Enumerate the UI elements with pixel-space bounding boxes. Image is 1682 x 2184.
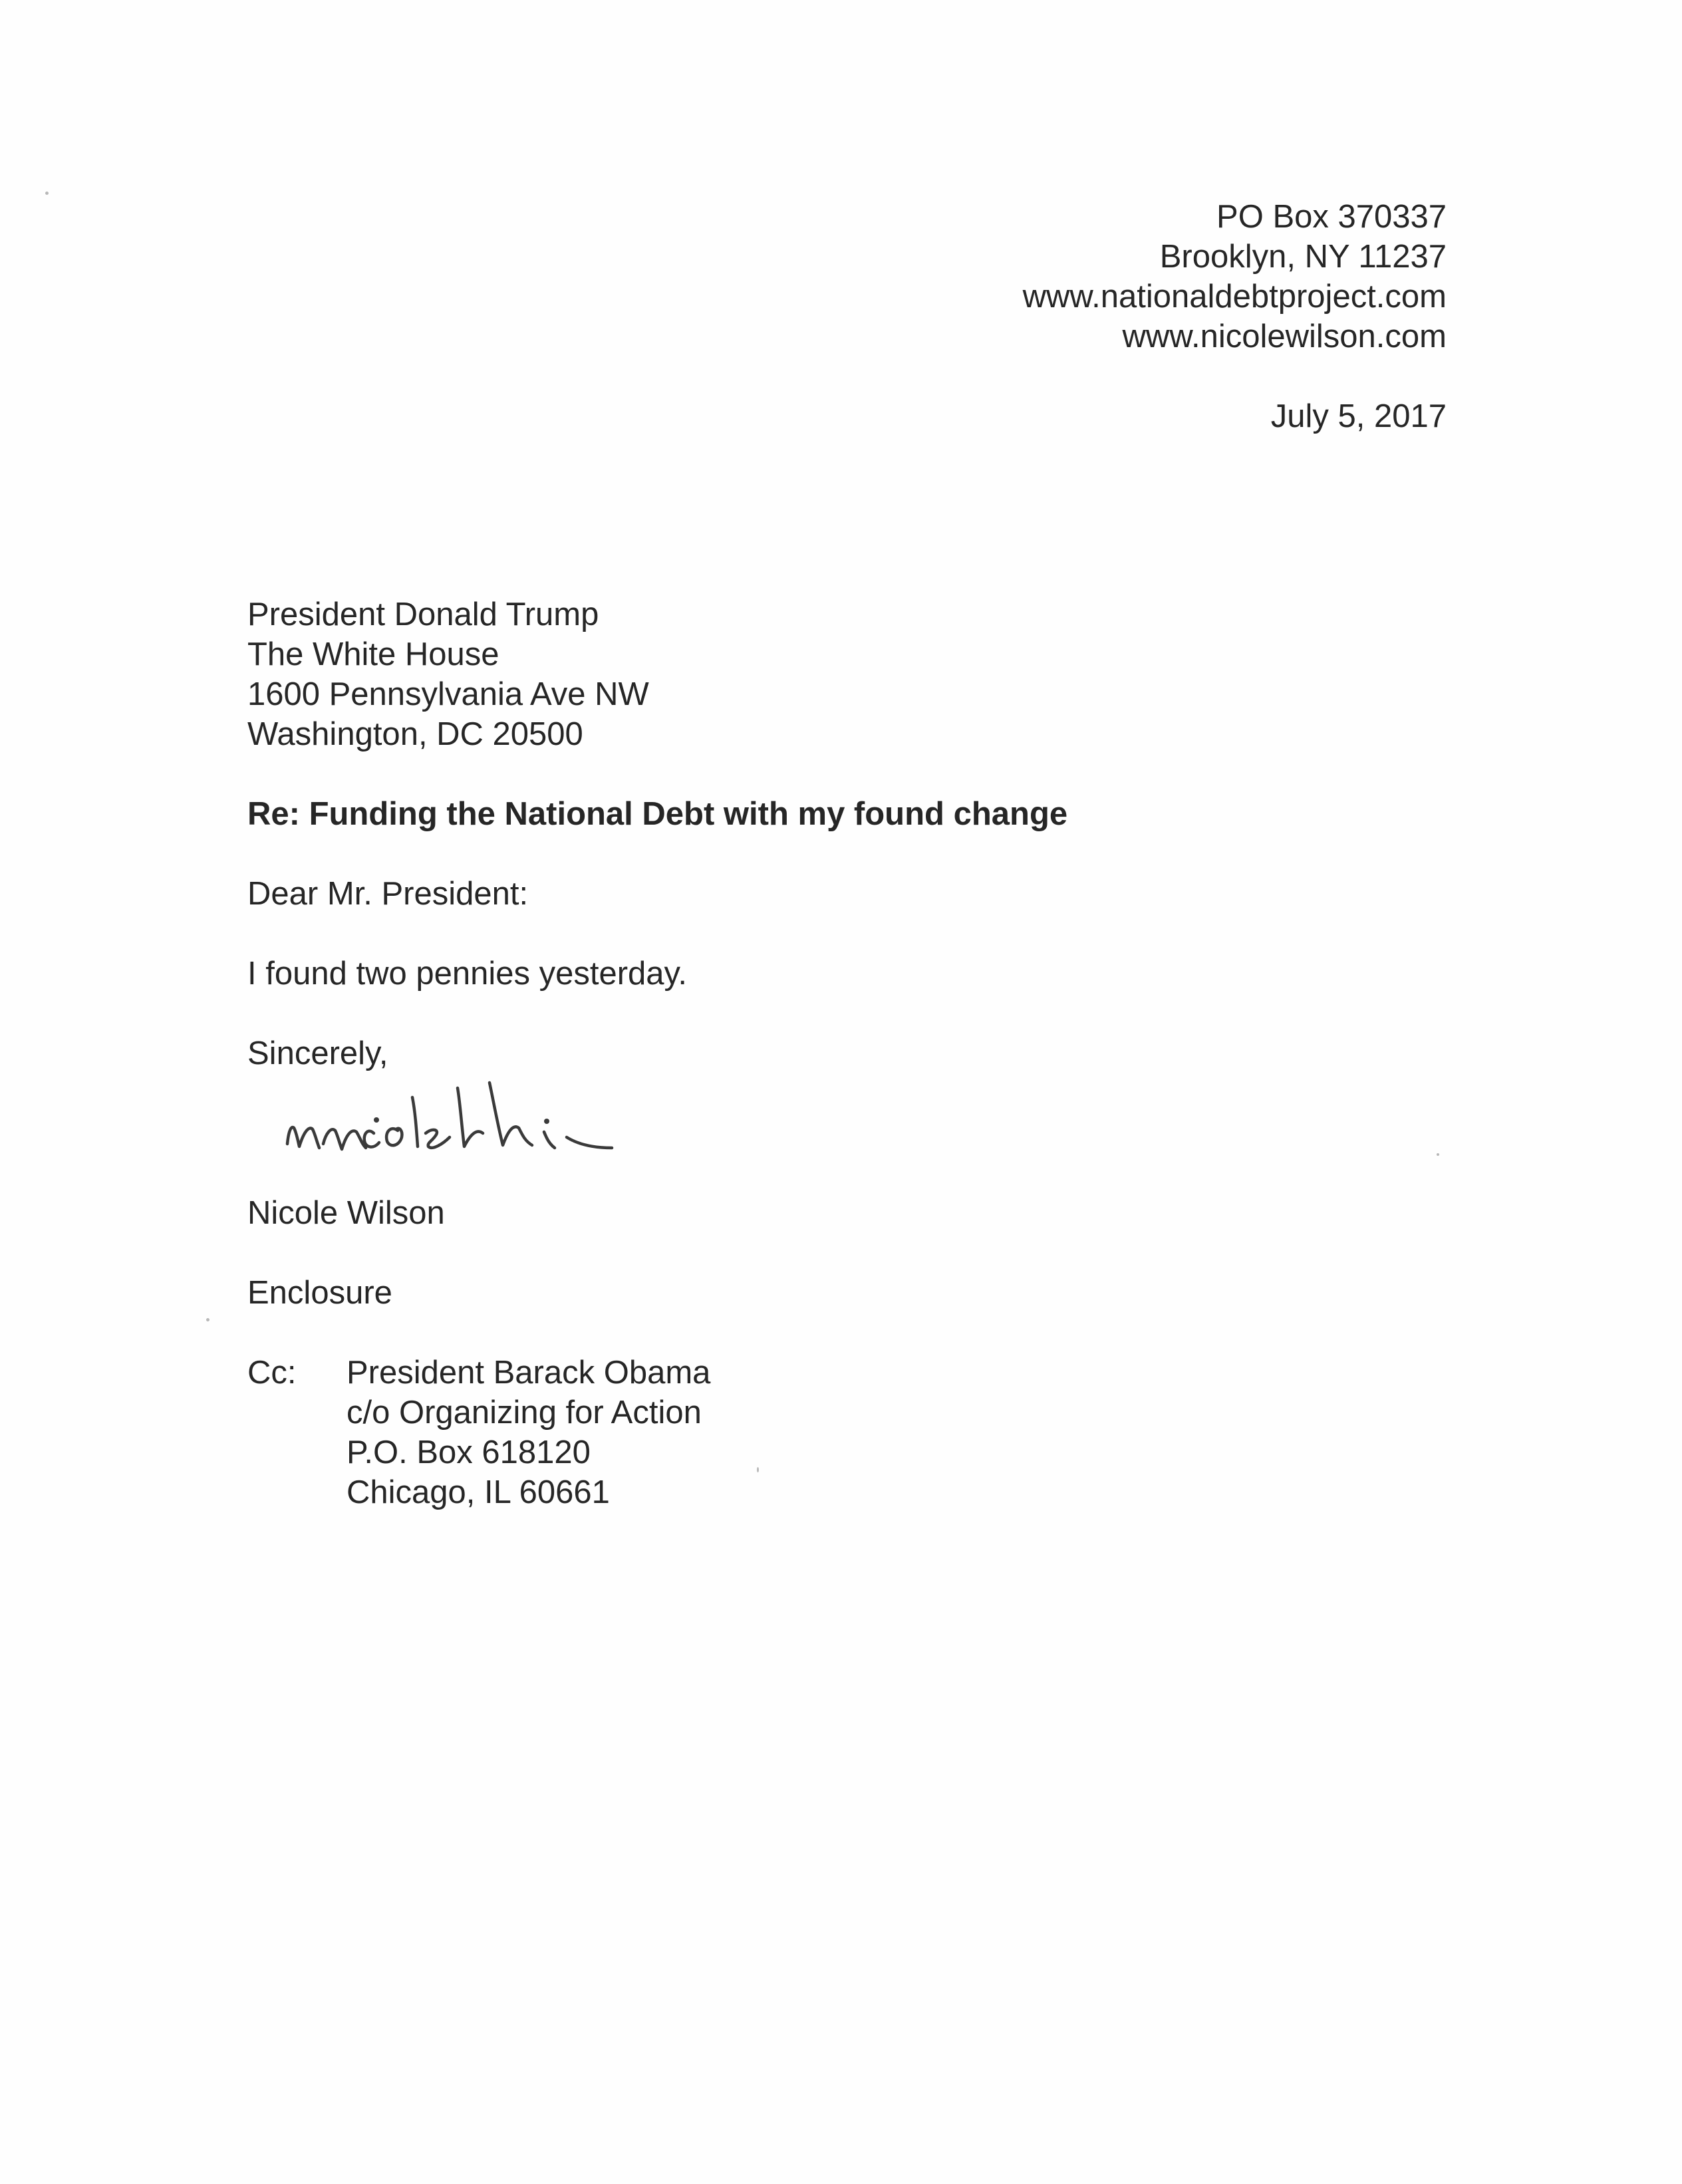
recipient-address-block bbox=[247, 595, 649, 754]
signer-name: Nicole Wilson bbox=[247, 1195, 445, 1231]
cc-name: President Barack Obama bbox=[347, 1355, 711, 1391]
scan-speck bbox=[757, 1467, 759, 1472]
cc-address-block bbox=[347, 1353, 710, 1512]
enclosure-notation: Enclosure bbox=[247, 1275, 392, 1311]
cc-address-line2: P.O. Box 618120 bbox=[347, 1434, 591, 1470]
subject-line: Re: Funding the National Debt with my found change bbox=[247, 796, 1068, 832]
scan-speck bbox=[45, 192, 49, 195]
salutation: Dear Mr. President: bbox=[247, 876, 529, 912]
letter-date: July 5, 2017 bbox=[1270, 398, 1447, 434]
scan-speck bbox=[206, 1318, 210, 1321]
recipient-name: President Donald Trump bbox=[247, 597, 599, 632]
closing: Sincerely, bbox=[247, 1035, 388, 1071]
cc-address-line1: c/o Organizing for Action bbox=[347, 1395, 702, 1431]
scan-speck bbox=[1437, 1153, 1439, 1156]
sender-address-block bbox=[1023, 197, 1447, 356]
sender-city-state-zip: Brooklyn, NY 11237 bbox=[1159, 239, 1447, 275]
sender-website-nicole-wilson: www.nicolewilson.com bbox=[1122, 319, 1447, 354]
sender-website-national-debt-project: www.nationaldebtproject.com bbox=[1022, 279, 1447, 315]
recipient-address-line1: The White House bbox=[247, 636, 499, 672]
letter-body: I found two pennies yesterday. bbox=[247, 956, 687, 992]
handwritten-signature bbox=[279, 1064, 665, 1177]
recipient-address-line3: Washington, DC 20500 bbox=[247, 716, 583, 752]
cc-label: Cc: bbox=[247, 1355, 297, 1391]
sender-po-box: PO Box 370337 bbox=[1216, 199, 1447, 235]
recipient-address-line2: 1600 Pennsylvania Ave NW bbox=[247, 676, 649, 712]
cc-address-line3: Chicago, IL 60661 bbox=[347, 1474, 610, 1510]
